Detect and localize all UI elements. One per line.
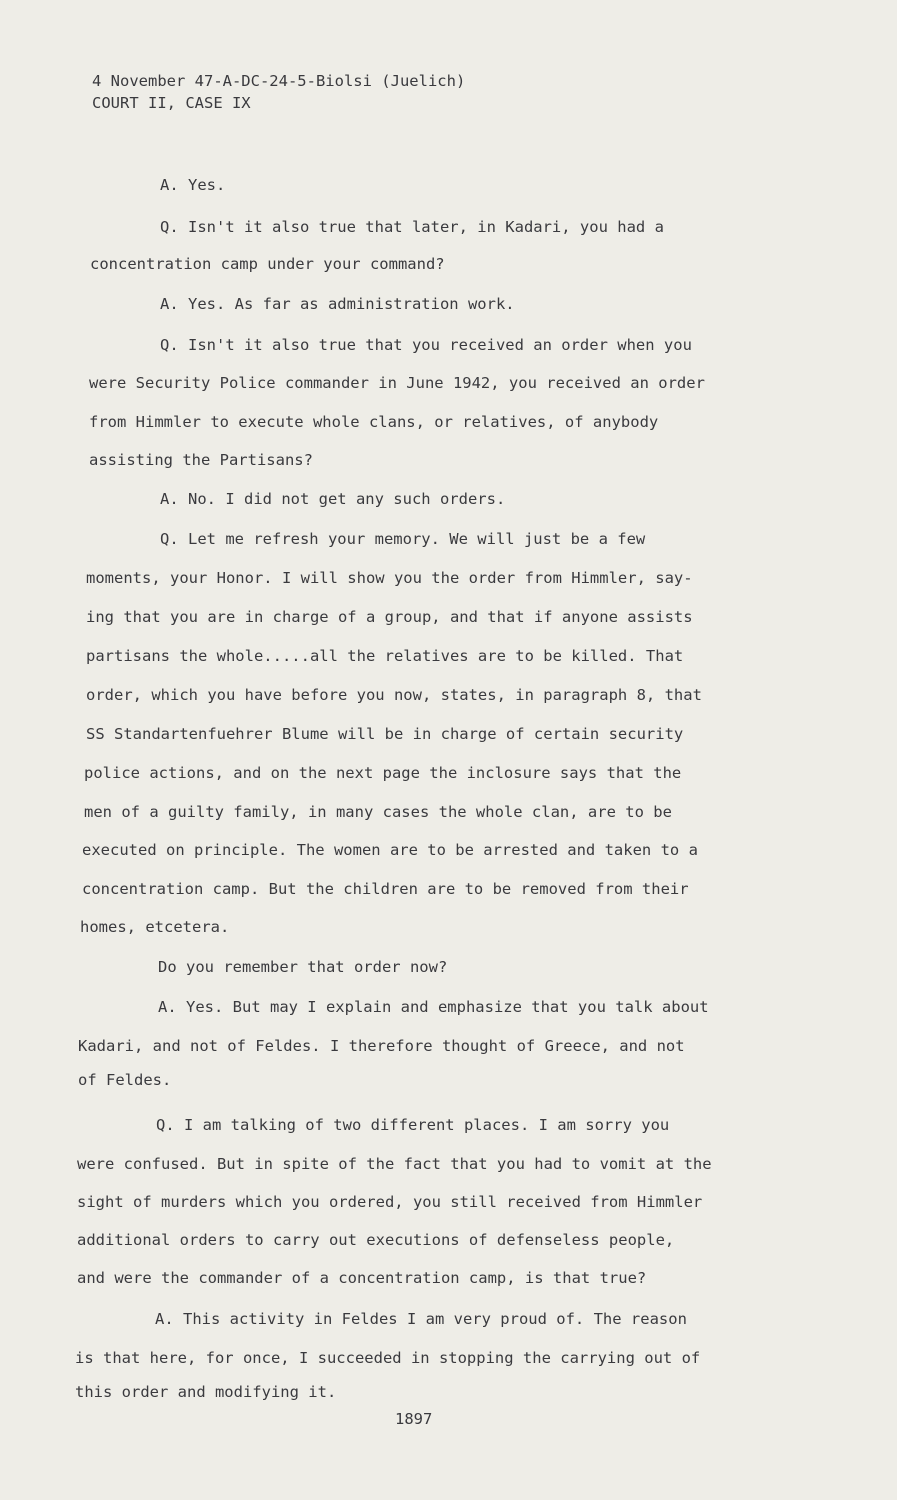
transcript-line: men of a guilty family, in many cases the whole clan, are to be [84, 803, 672, 821]
transcript-line: moments, your Honor. I will show you the order from Himmler, say- [86, 569, 693, 587]
transcript-line: and were the commander of a concentration camp, is that true? [77, 1269, 647, 1287]
transcript-line: Do you remember that order now? [158, 958, 448, 976]
transcript-line: A. Yes. But may I explain and emphasize that you talk about [158, 998, 709, 1016]
transcript-line: Q. Let me refresh your memory. We will just be a few [160, 530, 646, 548]
transcript-line: order, which you have before you now, states, in paragraph 8, that [86, 686, 702, 704]
transcript-line: Q. Isn't it also true that later, in Kadari, you had a [160, 218, 664, 236]
transcript-line: were Security Police commander in June 1942, you received an order [89, 374, 705, 392]
transcript-line: ing that you are in charge of a group, and that if anyone assists [86, 608, 693, 626]
transcript-line: were confused. But in spite of the fact that you had to vomit at the [77, 1155, 712, 1173]
transcript-line: concentration camp. But the children are to be removed from their [82, 880, 689, 898]
transcript-line: SS Standartenfuehrer Blume will be in charge of certain security [86, 725, 684, 743]
transcript-line: assisting the Partisans? [89, 451, 313, 469]
transcript-line: additional orders to carry out executions of defenseless people, [77, 1231, 675, 1249]
transcript-line: of Feldes. [78, 1071, 172, 1089]
transcript-line: is that here, for once, I succeeded in stopping the carrying out of [75, 1349, 701, 1367]
transcript-line: Q. Isn't it also true that you received an order when you [160, 336, 692, 354]
page-number: 1897 [395, 1410, 433, 1428]
transcript-line: police actions, and on the next page the inclosure says that the [84, 764, 682, 782]
transcript-line: A. Yes. As far as administration work. [160, 295, 515, 313]
transcript-line: homes, etcetera. [80, 918, 230, 936]
header-line-1: 4 November 47-A-DC-24-5-Biolsi (Juelich) [92, 72, 466, 90]
page-header [92, 70, 465, 114]
transcript-line: A. Yes. [160, 176, 226, 194]
transcript-line: this order and modifying it. [75, 1383, 337, 1401]
transcript-line: Kadari, and not of Feldes. I therefore thought of Greece, and not [78, 1037, 685, 1055]
transcript-line: A. No. I did not get any such orders. [160, 490, 506, 508]
transcript-line: sight of murders which you ordered, you still received from Himmler [77, 1193, 703, 1211]
transcript-line: concentration camp under your command? [90, 255, 445, 273]
transcript-line: executed on principle. The women are to be arrested and taken to a [82, 841, 698, 859]
transcript-line: A. This activity in Feldes I am very proud of. The reason [155, 1310, 687, 1328]
transcript-line: Q. I am talking of two different places. I am sorry you [156, 1116, 670, 1134]
header-line-2: COURT II, CASE IX [92, 94, 251, 112]
transcript-line: from Himmler to execute whole clans, or relatives, of anybody [89, 413, 659, 431]
transcript-line: partisans the whole.....all the relatives are to be killed. That [86, 647, 684, 665]
